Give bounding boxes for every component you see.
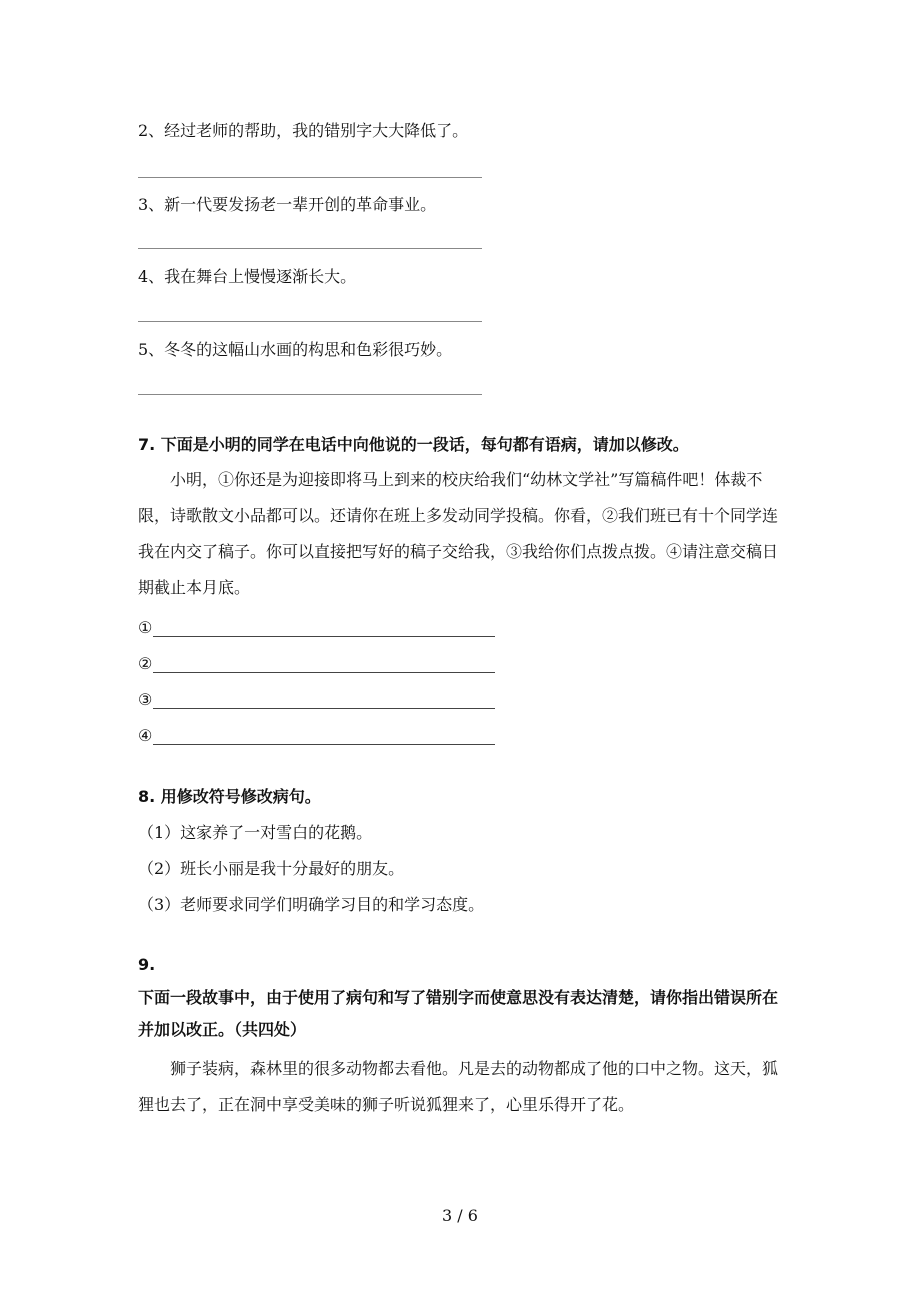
q7-title: 7. 下面是小明的同学在电话中向他说的一段话，每句都有语病，请加以修改。 (138, 435, 689, 454)
q9-title: 下面一段故事中，由于使用了病句和写了错别字而使意思没有表达清楚，请你指出错误所在并加以改正。（共四处） (138, 988, 779, 1039)
q8-item-1: （1）这家养了一对雪白的花鹅。 (138, 823, 373, 842)
answer-rule (138, 394, 482, 395)
q7-answer-2[interactable]: ② (138, 654, 495, 673)
answer-rule (138, 177, 482, 178)
q6-item-5: 5、冬冬的这幅山水画的构思和色彩很巧妙。 (138, 340, 453, 359)
q8-title: 8. 用修改符号修改病句。 (138, 787, 321, 806)
q6-item-2: 2、经过老师的帮助，我的错别字大大降低了。 (138, 121, 469, 140)
q9-paragraph: 狮子装病，森林里的很多动物都去看他。凡是去的动物都成了他的口中之物。这天，狐狸也去了，正在洞中享受美味的狮子听说狐狸来了，心里乐得开了花。 (138, 1059, 779, 1114)
page-number: 3 / 6 (442, 1206, 478, 1225)
q8-item-2: （2）班长小丽是我十分最好的朋友。 (138, 859, 405, 878)
q7-answer-1[interactable]: ① (138, 618, 495, 637)
q6-item-3: 3、新一代要发扬老一辈开创的革命事业。 (138, 195, 437, 214)
q9-number: 9. (138, 955, 156, 974)
q8-item-3: （3）老师要求同学们明确学习目的和学习态度。 (138, 895, 485, 914)
q7-answer-3[interactable]: ③ (138, 690, 495, 709)
answer-rule (138, 321, 482, 322)
q7-paragraph: 小明，①你还是为迎接即将马上到来的校庆给我们“幼林文学社”写篇稿件吧！体裁不限，诗歌散文小品都可以。还请你在班上多发动同学投稿。你看，②我们班已有十个同学连我在内交了稿子。你可以直接把写好的稿子交给我，③我给你们点拨点拨。④请注意交稿日期截止本月底。 (138, 470, 779, 597)
q6-item-4: 4、我在舞台上慢慢逐渐长大。 (138, 267, 357, 286)
answer-rule (138, 248, 482, 249)
q7-answer-4[interactable]: ④ (138, 726, 495, 745)
